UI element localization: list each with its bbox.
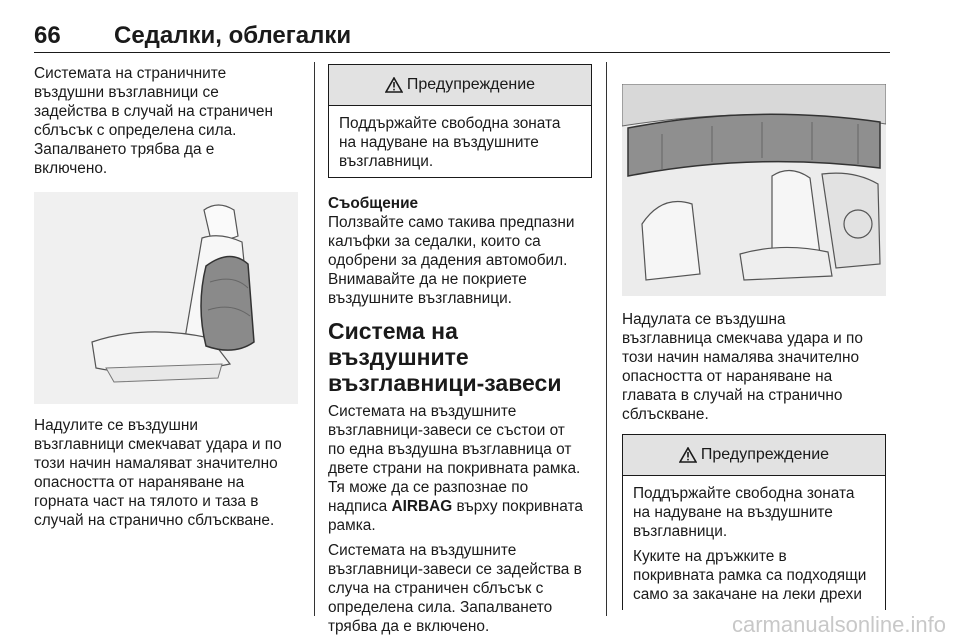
intro-line: въздушни възглавници се <box>34 84 219 101</box>
warning-line: възглавници. <box>339 153 434 170</box>
section-heading-line: възглавници-завеси <box>328 370 562 396</box>
caption-line: този начин намалява значително <box>622 349 860 366</box>
note-block <box>328 194 592 308</box>
warning-line: покривната рамка са подходящи <box>633 567 867 584</box>
seat-airbag-image <box>34 192 298 404</box>
paragraph <box>328 402 592 535</box>
intro-line: сблъсък с определена сила. <box>34 122 237 139</box>
warning-line: на надуване на въздушните <box>633 504 833 521</box>
note-title: Съобщение <box>328 195 419 212</box>
note-line: одобрени за дадения автомобил. <box>328 252 568 269</box>
warning-title: Предупреждение <box>700 446 830 463</box>
column-middle <box>328 64 592 636</box>
warning-line: на надуване на въздушните <box>339 134 539 151</box>
paragraph-line: Системата на въздушните <box>328 542 517 559</box>
text-fragment: надписа <box>328 498 392 515</box>
note-line: Внимавайте да не покриете <box>328 271 527 288</box>
caption-line: главата в случай на странично <box>622 387 843 404</box>
warning-header <box>623 435 885 476</box>
intro-line: включено. <box>34 160 108 177</box>
section-heading-line: Система на въздушните <box>328 318 469 370</box>
intro-line: Системата на страничните <box>34 65 227 82</box>
text-fragment: върху покривната <box>452 498 583 515</box>
curtain-airbag-illustration <box>622 84 886 296</box>
page-title: Седалки, облегалки <box>114 22 352 49</box>
caption-line: Надулата се въздушна <box>622 311 786 328</box>
warning-triangle-icon <box>679 447 697 463</box>
caption-line: случай на странично сблъскване. <box>34 512 275 529</box>
paragraph-line: двете страни на покривната рамка. <box>328 460 581 477</box>
curtain-airbag-image <box>622 84 886 296</box>
column-divider <box>606 62 607 616</box>
warning-line: Куките на дръжките в <box>633 548 787 565</box>
watermark: carmanualsonline.info <box>731 612 946 637</box>
paragraph-line: трябва да е включено. <box>328 618 490 635</box>
warning-line: Поддържайте свободна зоната <box>633 485 855 502</box>
paragraph-line: Системата на въздушните <box>328 403 517 420</box>
caption-line: горната част на тялото и таза в <box>34 493 259 510</box>
intro-line: Запалването трябва да е <box>34 141 215 158</box>
warning-header <box>329 65 591 106</box>
column-divider <box>314 62 315 616</box>
note-line: въздушните възглавници. <box>328 290 512 307</box>
caption-line: опасността от нараняване на <box>622 368 833 385</box>
note-line: Ползвайте само такива предпазни <box>328 214 575 231</box>
warning-line: само за закачане на леки дрехи <box>633 586 862 603</box>
caption-line: сблъскване. <box>622 406 709 423</box>
paragraph-line: по една въздушна възглавница от <box>328 441 572 458</box>
warning-box <box>328 64 592 178</box>
column-right <box>622 64 886 610</box>
page-number: 66 <box>34 22 61 49</box>
warning-line: Поддържайте свободна зоната <box>339 115 561 132</box>
caption-line: възглавница смекчава удара и по <box>622 330 863 347</box>
paragraph-line: възглавници-завеси се задейства в <box>328 561 582 578</box>
note-line: калъфки за седалки, които са <box>328 233 541 250</box>
caption-line: този начин намаляват значително <box>34 455 278 472</box>
paragraph-line: Тя може да се разпознае по <box>328 479 529 496</box>
paragraph-line: случа на страничен сблъсък с <box>328 580 544 597</box>
caption-line: възглавници смекчават удара и по <box>34 436 282 453</box>
section-heading <box>328 318 592 396</box>
intro-line: задейства в случай на страничен <box>34 103 273 120</box>
warning-body <box>329 106 591 177</box>
warning-box <box>622 434 886 610</box>
page-header <box>34 16 890 53</box>
seat-airbag-illustration <box>34 192 298 404</box>
paragraph-line: възглавници-завеси се състои от <box>328 422 565 439</box>
paragraph-line <box>328 497 592 516</box>
caption-line: опасността от нараняване на <box>34 474 245 491</box>
caption-line: Надулите се въздушни <box>34 417 198 434</box>
airbag-label: AIRBAG <box>391 498 453 515</box>
paragraph <box>328 541 592 636</box>
warning-title: Предупреждение <box>406 76 536 93</box>
paragraph-line: определена сила. Запалването <box>328 599 553 616</box>
column-left <box>34 64 298 530</box>
warning-line: възглавници. <box>633 523 728 540</box>
warning-body <box>623 476 885 610</box>
warning-triangle-icon <box>385 77 403 93</box>
paragraph-line: рамка. <box>328 517 376 534</box>
